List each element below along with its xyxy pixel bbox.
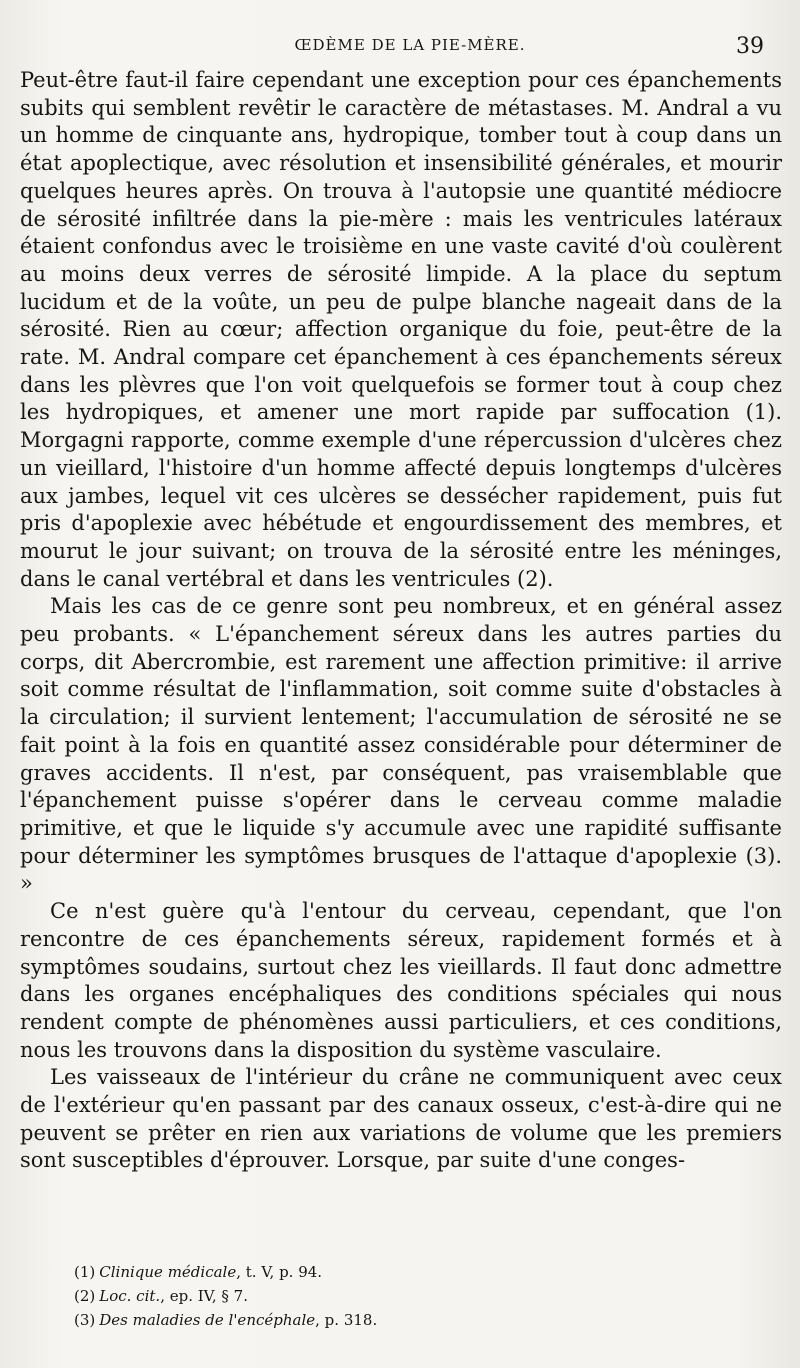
body-text bbox=[20, 67, 782, 1175]
page-number: 39 bbox=[736, 34, 764, 59]
footnote-title: Clinique médicale bbox=[99, 1263, 237, 1281]
page-header bbox=[60, 30, 764, 66]
running-title: ŒDÈME DE LA PIE-MÈRE. bbox=[294, 36, 526, 54]
footnote-title: Loc. cit. bbox=[99, 1287, 161, 1305]
footnotes bbox=[74, 1260, 754, 1332]
footnote-number: (2) bbox=[74, 1287, 96, 1305]
paragraph-1: Peut-être faut-il faire cependant une exception pour ces épanchements subits qui semblent revêtir le caractère de métastases. M. Andral a vu un homme de cinquante ans, hydropique, tomber tout à coup dans un état apoplectique, avec résolution et insensibilité générales, et mourir quelques heures après. On trouva à l'autopsie une quantité médiocre de sérosité infiltrée dans la pie-mère : mais les ventricules latéraux étaient confondus avec le troisième en une vaste cavité d'où coulèrent au moins deux verres de sérosité limpide. A la place du septum lucidum et de la voûte, un peu de pulpe blanche nageait dans de la sérosité. Rien au cœur; affection organique du foie, peut-être de la rate. M. Andral compare cet épanchement à ces épanchements séreux dans les plèvres que l'on voit quelquefois se former tout à coup chez les hydropiques, et amener une mort rapide par suffocation (1). Morgagni rapporte, comme exemple d'une répercussion d'ulcères chez un vieillard, l'histoire d'un homme affecté depuis longtemps d'ulcères aux jambes, lequel vit ces ulcères se dessécher rapidement, puis fut pris d'apoplexie avec hébétude et engourdissement des membres, et mourut le jour suivant; on trouva de la sérosité entre les méninges, dans le canal vertébral et dans les ventricules (2). bbox=[20, 68, 782, 591]
footnote-ref: , t. V, p. 94. bbox=[236, 1263, 323, 1281]
footnote-3 bbox=[74, 1308, 754, 1332]
footnote-ref: , p. 318. bbox=[315, 1311, 378, 1329]
footnote-2 bbox=[74, 1284, 754, 1308]
paragraph-2: Mais les cas de ce genre sont peu nombreux, et en général assez peu probants. « L'épanchement séreux dans les autres parties du corps, dit Abercrombie, est rarement une affection primitive: il arrive soit comme résultat de l'inflammation, soit comme suite d'obstacles à la circulation; il survient lentement; l'accumulation de sérosité ne se fait point à la fois en quantité assez considérable pour déterminer de graves accidents. Il n'est, par conséquent, pas vraisemblable que l'épanchement puisse s'opérer dans le cerveau comme maladie primitive, et que le liquide s'y accumule avec une rapidité suffisante pour déterminer les symptômes brusques de l'attaque d'apoplexie (3). » bbox=[20, 594, 782, 896]
footnote-title: Des maladies de l'encéphale bbox=[99, 1311, 316, 1329]
footnote-ref: , ep. IV, § 7. bbox=[160, 1287, 248, 1305]
footnote-1 bbox=[74, 1260, 754, 1284]
footnote-number: (1) bbox=[74, 1263, 96, 1281]
paragraph-4: Les vaisseaux de l'intérieur du crâne ne communiquent avec ceux de l'extérieur qu'en passant par des canaux osseux, c'est-à-dire qui ne peuvent se prêter en rien aux variations de volume que les premiers sont susceptibles d'éprouver. Lorsque, par suite d'une conges- bbox=[20, 1065, 782, 1173]
paragraph-3: Ce n'est guère qu'à l'entour du cerveau, cependant, que l'on rencontre de ces épanchements séreux, rapidement formés et à symptômes soudains, surtout chez les vieillards. Il faut donc admettre dans les organes encéphaliques des conditions spéciales qui nous rendent compte de phénomènes aussi particuliers, et ces conditions, nous les trouvons dans la disposition du système vasculaire. bbox=[20, 899, 782, 1062]
footnote-number: (3) bbox=[74, 1311, 96, 1329]
